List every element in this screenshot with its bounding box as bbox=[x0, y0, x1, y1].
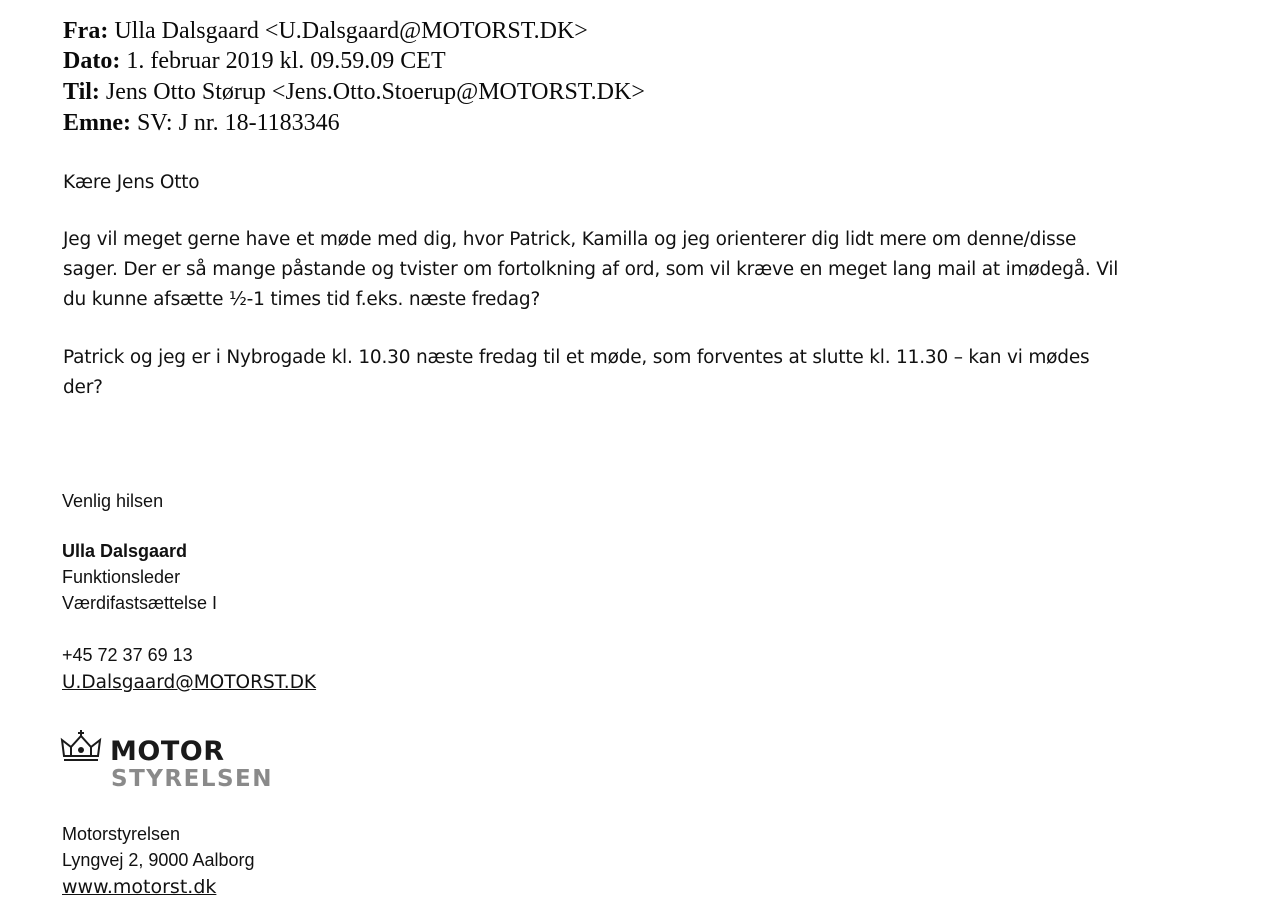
logo-text-motor: MOTOR bbox=[110, 736, 225, 767]
date-label: Dato: bbox=[63, 48, 121, 74]
paragraph1-line1: Jeg vil meget gerne have et møde med dig, hvor Patrick, Kamilla og jeg orienterer dig lidt mere om denne/disse bbox=[63, 229, 1077, 250]
signature-email-link[interactable]: U.Dalsgaard@MOTORST.DK bbox=[62, 672, 317, 693]
signature-title: Funktionsleder bbox=[62, 567, 181, 587]
closing: Venlig hilsen bbox=[62, 491, 164, 511]
paragraph2-line1: Patrick og jeg er i Nybrogade kl. 10.30 næste fredag til et møde, som forventes at slutte kl. 11.30 – kan vi mødes bbox=[63, 347, 1090, 368]
logo-text-styrelsen: STYRELSEN bbox=[111, 766, 274, 792]
from-label: Fra: bbox=[63, 18, 109, 44]
org-address: Lyngvej 2, 9000 Aalborg bbox=[62, 850, 255, 870]
paragraph2-line2: der? bbox=[63, 377, 103, 398]
signature-department: Værdifastsættelse I bbox=[62, 593, 218, 613]
paragraph1-line2: sager. Der er så mange påstande og tvister om fortolkning af ord, som vil kræve en meget lang mail at imødegå. Vil bbox=[63, 259, 1119, 280]
subject-value: SV: J nr. 18-1183346 bbox=[137, 110, 340, 136]
to-label: Til: bbox=[63, 79, 100, 105]
paragraph1-line3: du kunne afsætte ½-1 times tid f.eks. næste fredag? bbox=[63, 289, 541, 310]
signature-phone: +45 72 37 69 13 bbox=[62, 645, 193, 665]
org-name: Motorstyrelsen bbox=[62, 824, 181, 844]
motorstyrelsen-logo bbox=[60, 728, 300, 798]
email-header-date bbox=[63, 46, 446, 76]
email-header-subject bbox=[63, 108, 340, 138]
greeting: Kære Jens Otto bbox=[63, 172, 200, 193]
email-header-to bbox=[63, 77, 645, 107]
signature-name: Ulla Dalsgaard bbox=[62, 541, 188, 561]
date-value: 1. februar 2019 kl. 09.59.09 CET bbox=[126, 48, 446, 74]
crown-icon bbox=[60, 730, 102, 764]
subject-label: Emne: bbox=[63, 110, 131, 136]
email-header-from bbox=[63, 16, 588, 46]
to-value: Jens Otto Størup <Jens.Otto.Stoerup@MOTORST.DK> bbox=[105, 79, 645, 105]
website-link[interactable]: www.motorst.dk bbox=[62, 876, 217, 898]
from-value: Ulla Dalsgaard <U.Dalsgaard@MOTORST.DK> bbox=[114, 18, 588, 44]
